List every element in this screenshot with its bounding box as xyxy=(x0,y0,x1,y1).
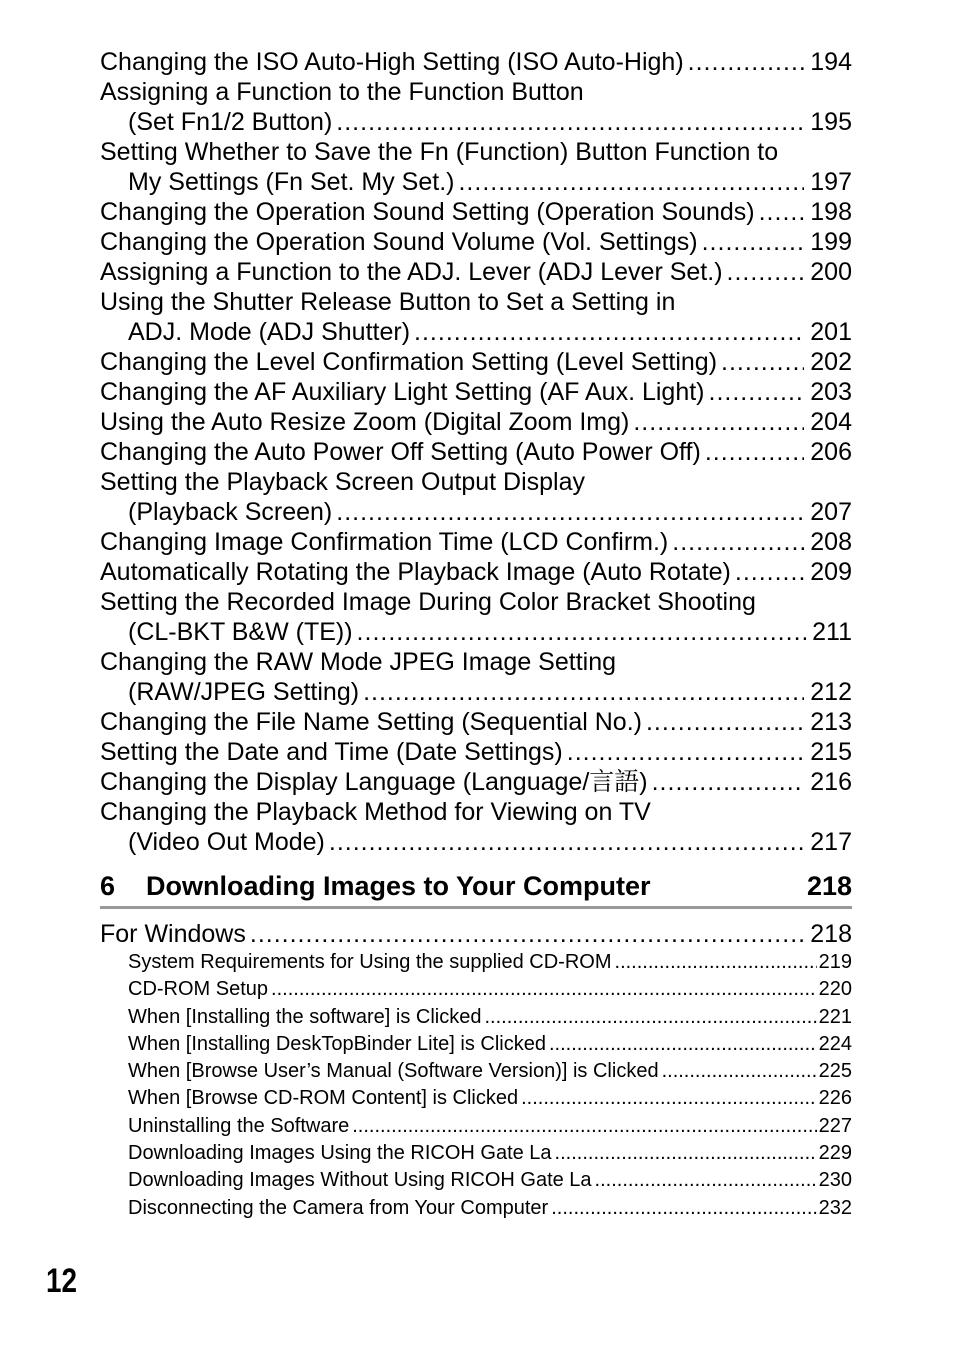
toc-subentry[interactable] xyxy=(100,949,852,976)
dot-leader xyxy=(458,167,804,197)
toc-entry[interactable] xyxy=(100,257,852,287)
toc-entry-page: 217 xyxy=(810,828,852,856)
toc-entry-line xyxy=(100,77,852,107)
toc-entry-text: Changing the AF Auxiliary Light Setting (AF Aux. Light) xyxy=(100,378,705,406)
toc-subentry-text: When [Browse User’s Manual (Software Version)] is Clicked xyxy=(128,1060,659,1083)
toc-entry-page: 218 xyxy=(810,920,852,948)
toc-subentry-page: 229 xyxy=(818,1142,852,1165)
toc-entry-text: Automatically Rotating the Playback Image (Auto Rotate) xyxy=(100,558,731,586)
dot-leader xyxy=(250,919,804,949)
toc-entry-text: (CL-BKT B&W (TE)) xyxy=(128,618,353,646)
toc-subentry[interactable] xyxy=(100,1058,852,1085)
toc-subentry[interactable] xyxy=(100,1167,852,1194)
toc-entry-text: Assigning a Function to the Function Button xyxy=(100,78,584,106)
toc-entry-text: Changing the Level Confirmation Setting (Level Setting) xyxy=(100,348,718,376)
dot-leader xyxy=(702,227,805,257)
dot-leader xyxy=(549,1031,817,1058)
toc-subentries xyxy=(100,949,852,1222)
toc-entry-text: Changing the File Name Setting (Sequential No.) xyxy=(100,708,642,736)
toc-entry-text: Setting the Playback Screen Output Display xyxy=(100,468,585,496)
toc-entry-text: Setting the Date and Time (Date Settings) xyxy=(100,738,563,766)
dot-leader xyxy=(727,257,805,287)
table-of-contents xyxy=(100,47,852,1222)
toc-subentry-page: 224 xyxy=(818,1032,852,1055)
toc-subentry-page: 225 xyxy=(818,1060,852,1083)
toc-entry-line xyxy=(100,767,852,797)
toc-subentry[interactable] xyxy=(100,1140,852,1167)
dot-leader xyxy=(485,1004,817,1031)
toc-subentry[interactable] xyxy=(100,1031,852,1058)
toc-entry-text: Changing the Operation Sound Setting (Operation Sounds) xyxy=(100,198,755,226)
toc-entry-page: 204 xyxy=(810,408,852,436)
dot-leader xyxy=(336,107,804,137)
toc-entry-line xyxy=(100,167,852,197)
toc-entry-page: 199 xyxy=(810,228,852,256)
toc-entry-text: (Video Out Mode) xyxy=(128,828,325,856)
toc-entry-text: Using the Shutter Release Button to Set a Setting in xyxy=(100,288,676,316)
toc-subentry[interactable] xyxy=(100,1113,852,1140)
toc-entry-line xyxy=(100,437,852,467)
dot-leader xyxy=(735,557,804,587)
dot-leader xyxy=(705,437,804,467)
dot-leader xyxy=(615,949,817,976)
toc-entry[interactable] xyxy=(100,437,852,467)
toc-subentry-text: Downloading Images Using the RICOH Gate La xyxy=(128,1142,552,1165)
toc-entry-text: (Playback Screen) xyxy=(128,498,333,526)
toc-entry-line xyxy=(100,677,852,707)
dot-leader xyxy=(329,827,804,857)
dot-leader xyxy=(555,1140,817,1167)
toc-entry[interactable] xyxy=(100,527,852,557)
dot-leader xyxy=(688,47,805,77)
section-title: Downloading Images to Your Computer xyxy=(146,871,651,901)
dot-leader xyxy=(662,1058,817,1085)
toc-subentry-text: When [Installing the software] is Clicked xyxy=(128,1005,482,1028)
toc-subentry-page: 220 xyxy=(818,978,852,1001)
toc-entry-text: For Windows xyxy=(100,920,246,948)
section-heading xyxy=(100,869,852,909)
toc-subentry[interactable] xyxy=(100,1085,852,1112)
toc-entry-line xyxy=(100,137,852,167)
dot-leader xyxy=(363,677,804,707)
toc-entry-page: 203 xyxy=(810,378,852,406)
toc-entry-page: 216 xyxy=(810,768,852,796)
toc-subentry-page: 232 xyxy=(818,1196,852,1219)
toc-entry-page: 207 xyxy=(810,498,852,526)
toc-subentry-text: System Requirements for Using the supplied CD-ROM xyxy=(128,951,612,973)
toc-entry[interactable] xyxy=(100,287,852,347)
toc-entry[interactable] xyxy=(100,77,852,137)
toc-entry-line xyxy=(100,587,852,617)
toc-entry-text: ADJ. Mode (ADJ Shutter) xyxy=(128,318,411,346)
toc-subentry-text: Disconnecting the Camera from Your Computer xyxy=(128,1196,549,1219)
toc-entry-text: My Settings (Fn Set. My Set.) xyxy=(128,168,455,196)
toc-entry-line xyxy=(100,227,852,257)
toc-subentry-text: When [Browse CD-ROM Content] is Clicked xyxy=(128,1087,519,1110)
toc-entry[interactable] xyxy=(100,587,852,647)
toc-subentry-page: 221 xyxy=(818,1005,852,1028)
toc-entry-line xyxy=(100,197,852,227)
toc-subentry[interactable] xyxy=(100,976,852,1003)
dot-leader xyxy=(357,617,807,647)
toc-entry-text: Changing the Operation Sound Volume (Vol. Settings) xyxy=(100,228,698,256)
toc-entry[interactable] xyxy=(100,47,852,77)
dot-leader xyxy=(672,527,804,557)
toc-entry-text: Changing the Display Language (Language/言語) xyxy=(100,768,648,796)
toc-subentry[interactable] xyxy=(100,1195,852,1222)
toc-entry-line xyxy=(100,737,852,767)
toc-entry-text: Setting Whether to Save the Fn (Function) Button Function to xyxy=(100,138,779,166)
section-page: 218 xyxy=(806,871,852,901)
toc-subentry-page: 219 xyxy=(818,951,852,973)
toc-entry-text: Changing Image Confirmation Time (LCD Confirm.) xyxy=(100,528,669,556)
toc-entry-line xyxy=(100,827,852,857)
toc-entry-text: (RAW/JPEG Setting) xyxy=(128,678,360,706)
toc-entry[interactable] xyxy=(100,737,852,767)
toc-entry-text: Setting the Recorded Image During Color Bracket Shooting xyxy=(100,588,756,616)
toc-entry[interactable] xyxy=(100,347,852,377)
toc-entry-page: 198 xyxy=(810,198,852,226)
dot-leader xyxy=(709,377,805,407)
toc-entry-page: 194 xyxy=(810,48,852,76)
toc-entry[interactable] xyxy=(100,767,852,797)
toc-entry-line xyxy=(100,797,852,827)
dot-leader xyxy=(336,497,804,527)
dot-leader xyxy=(551,1195,816,1222)
toc-entry-line xyxy=(100,557,852,587)
toc-entry-page: 211 xyxy=(812,618,852,646)
toc-entry-line xyxy=(100,107,852,137)
toc-entry-line xyxy=(100,647,852,677)
toc-entry-line xyxy=(100,347,852,377)
toc-entry-page: 213 xyxy=(810,708,852,736)
toc-entry-page: 197 xyxy=(810,168,852,196)
toc-entry-text: Using the Auto Resize Zoom (Digital Zoom Img) xyxy=(100,408,630,436)
toc-subentry-page: 226 xyxy=(818,1087,852,1110)
toc-subentry-text: Uninstalling the Software xyxy=(128,1114,350,1137)
toc-entry-page: 200 xyxy=(810,258,852,286)
toc-entry[interactable] xyxy=(100,467,852,527)
toc-entry[interactable] xyxy=(100,707,852,737)
toc-entry-text: Changing the RAW Mode JPEG Image Setting xyxy=(100,648,617,676)
toc-subentry-text: When [Installing DeskTopBinder Lite] is Clicked xyxy=(128,1032,546,1055)
section-number: 6 xyxy=(100,871,116,901)
toc-entry-line xyxy=(100,617,852,647)
toc-entry-line xyxy=(100,527,852,557)
toc-entry[interactable] xyxy=(100,377,852,407)
toc-entry[interactable] xyxy=(100,197,852,227)
toc-entry-text: (Set Fn1/2 Button) xyxy=(128,108,333,136)
dot-leader xyxy=(759,197,805,227)
toc-entry-line xyxy=(100,47,852,77)
toc-entry-line xyxy=(100,257,852,287)
toc-subentry-page: 230 xyxy=(818,1169,852,1192)
toc-entry-for-windows[interactable] xyxy=(100,919,852,949)
toc-entry-page: 202 xyxy=(810,348,852,376)
toc-subentry-page: 227 xyxy=(818,1114,852,1137)
toc-entry-line xyxy=(100,407,852,437)
dot-leader xyxy=(721,347,804,377)
toc-entry-page: 209 xyxy=(810,558,852,586)
toc-entry-page: 208 xyxy=(810,528,852,556)
dot-leader xyxy=(521,1085,817,1112)
toc-entry-line xyxy=(100,467,852,497)
dot-leader xyxy=(633,407,804,437)
toc-entry-line xyxy=(100,497,852,527)
toc-entry[interactable] xyxy=(100,227,852,257)
toc-entry-line xyxy=(100,287,852,317)
page-number: 12 xyxy=(46,1262,78,1300)
toc-entry[interactable] xyxy=(100,407,852,437)
toc-entry[interactable] xyxy=(100,557,852,587)
toc-entry-page: 215 xyxy=(810,738,852,766)
toc-subentry[interactable] xyxy=(100,1004,852,1031)
toc-entry-line xyxy=(100,377,852,407)
toc-entry-line xyxy=(100,317,852,347)
dot-leader xyxy=(646,707,804,737)
toc-entry[interactable] xyxy=(100,647,852,707)
dot-leader xyxy=(567,737,805,767)
toc-entry-page: 201 xyxy=(810,318,852,346)
toc-entry-text: Changing the Playback Method for Viewing on TV xyxy=(100,798,651,826)
toc-entry-text: Changing the ISO Auto-High Setting (ISO Auto-High) xyxy=(100,48,684,76)
toc-subentry-text: Downloading Images Without Using RICOH Gate La xyxy=(128,1169,592,1192)
dot-leader xyxy=(652,767,805,797)
toc-entry-text: Assigning a Function to the ADJ. Lever (ADJ Lever Set.) xyxy=(100,258,723,286)
toc-entry-page: 206 xyxy=(810,438,852,466)
dot-leader xyxy=(414,317,804,347)
toc-entry[interactable] xyxy=(100,797,852,857)
dot-leader xyxy=(352,1113,816,1140)
dot-leader xyxy=(595,1167,817,1194)
toc-entry-text: Changing the Auto Power Off Setting (Auto Power Off) xyxy=(100,438,701,466)
toc-entry-line xyxy=(100,707,852,737)
toc-entry-page: 212 xyxy=(810,678,852,706)
toc-subentry-text: CD-ROM Setup xyxy=(128,978,269,1001)
dot-leader xyxy=(271,976,817,1003)
toc-entry[interactable] xyxy=(100,137,852,197)
toc-entries xyxy=(100,47,852,857)
toc-entry-page: 195 xyxy=(810,108,852,136)
